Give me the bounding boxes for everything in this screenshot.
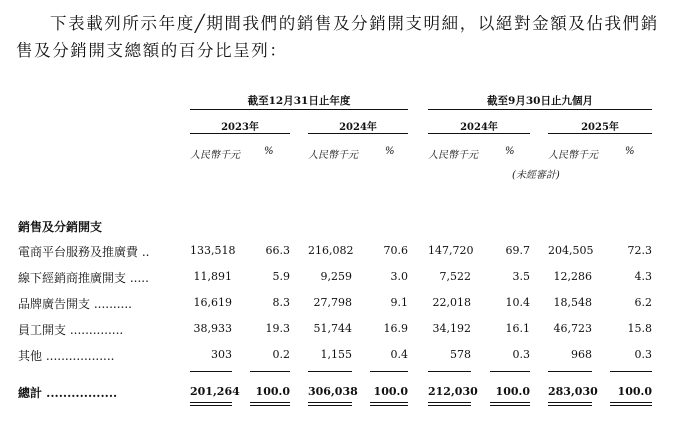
year-rule-2025-9m bbox=[548, 133, 652, 134]
cell-pct-2023: 5.9 bbox=[272, 270, 290, 283]
subtotal-rule-pct-2023 bbox=[250, 371, 290, 372]
cell-amount-2024-fy: 216,082 bbox=[308, 244, 354, 257]
row-label: 線下經銷商推廣開支 ..... bbox=[18, 271, 149, 285]
unit-pct-2025-9m: % bbox=[625, 146, 635, 157]
row-label: 電商平台服務及推廣費 .. bbox=[18, 245, 150, 259]
row-label: 其他 .................. bbox=[18, 349, 115, 363]
year-rule-2024-fy bbox=[308, 133, 408, 134]
cell-pct-2024-fy: 16.9 bbox=[383, 322, 408, 335]
cell-pct-2024-9m: 10.4 bbox=[505, 296, 530, 309]
header-rule-year bbox=[190, 109, 408, 110]
cell-pct-2024-9m: 0.3 bbox=[512, 348, 530, 361]
header-year-2023: 2023年 bbox=[221, 122, 259, 133]
header-group-period: 截至9月30日止九個月 bbox=[487, 95, 593, 107]
cell-amount-2023: 16,619 bbox=[193, 296, 232, 309]
subtotal-rule-amount-2024-fy bbox=[308, 371, 352, 372]
cell-pct-2025-9m: 15.8 bbox=[627, 322, 652, 335]
cell-pct-2024-fy: 70.6 bbox=[383, 244, 408, 257]
cell-amount-2023: 38,933 bbox=[193, 322, 232, 335]
total-double-rule-pct-2024-9m bbox=[490, 402, 530, 406]
header-group-year: 截至12月31日止年度 bbox=[247, 95, 351, 107]
subtotal-rule-amount-2023 bbox=[190, 371, 232, 372]
intro-paragraph: 下表載列所示年度╱期間我們的銷售及分銷開支明細，以絕對金額及佔我們銷售及分銷開支總額的百分比呈列： bbox=[16, 14, 659, 60]
total-amount-2024-9m: 212,030 bbox=[428, 385, 478, 398]
year-rule-2024-9m bbox=[428, 133, 530, 134]
cell-amount-2024-fy: 1,155 bbox=[320, 348, 352, 361]
total-pct-2024-9m: 100.0 bbox=[495, 385, 530, 398]
cell-pct-2023: 0.2 bbox=[272, 348, 290, 361]
header-year-2024-9m: 2024年 bbox=[460, 122, 498, 133]
subtotal-rule-pct-2024-9m bbox=[490, 371, 530, 372]
total-double-rule-amount-2023 bbox=[190, 402, 232, 406]
header-year-2024-fy: 2024年 bbox=[339, 122, 377, 133]
cell-amount-2024-9m: 147,720 bbox=[428, 244, 474, 257]
subtotal-rule-amount-2024-9m bbox=[428, 371, 471, 372]
cell-amount-2024-fy: 51,744 bbox=[313, 322, 352, 335]
total-amount-2025-9m: 283,030 bbox=[548, 385, 598, 398]
row-label: 品牌廣告開支 .......... bbox=[18, 297, 132, 311]
cell-amount-2025-9m: 968 bbox=[571, 348, 592, 361]
row-label: 員工開支 .............. bbox=[18, 323, 124, 337]
unit-pct-2024-9m: % bbox=[505, 146, 515, 157]
cell-amount-2025-9m: 12,286 bbox=[553, 270, 592, 283]
header-year-2025-9m: 2025年 bbox=[581, 122, 619, 133]
cell-pct-2024-fy: 3.0 bbox=[390, 270, 408, 283]
cell-pct-2025-9m: 0.3 bbox=[634, 348, 652, 361]
unaudited-note: (未經審計) bbox=[512, 170, 560, 181]
cell-pct-2024-fy: 0.4 bbox=[390, 348, 408, 361]
cell-pct-2025-9m: 4.3 bbox=[634, 270, 652, 283]
cell-pct-2024-9m: 69.7 bbox=[505, 244, 530, 257]
unit-pct-2024-fy: % bbox=[385, 146, 395, 157]
total-double-rule-amount-2025-9m bbox=[548, 402, 592, 406]
unit-amount-2024-9m: 人民幣千元 bbox=[428, 150, 478, 161]
total-label: 總計 ................. bbox=[18, 386, 118, 400]
unit-pct-2023: % bbox=[264, 146, 274, 157]
total-amount-2024-fy: 306,038 bbox=[308, 385, 358, 398]
header-rule-period bbox=[428, 109, 652, 110]
total-pct-2024-fy: 100.0 bbox=[373, 385, 408, 398]
unit-amount-2024-fy: 人民幣千元 bbox=[308, 150, 358, 161]
cell-amount-2025-9m: 46,723 bbox=[553, 322, 592, 335]
cell-amount-2024-9m: 578 bbox=[450, 348, 471, 361]
cell-pct-2024-9m: 16.1 bbox=[505, 322, 530, 335]
total-pct-2025-9m: 100.0 bbox=[617, 385, 652, 398]
subtotal-rule-pct-2024-fy bbox=[370, 371, 408, 372]
subtotal-rule-amount-2025-9m bbox=[548, 371, 592, 372]
cell-amount-2025-9m: 18,548 bbox=[553, 296, 592, 309]
unit-amount-2023: 人民幣千元 bbox=[190, 150, 240, 161]
cell-amount-2025-9m: 204,505 bbox=[548, 244, 594, 257]
cell-amount-2024-fy: 27,798 bbox=[313, 296, 352, 309]
cell-amount-2023: 11,891 bbox=[193, 270, 232, 283]
cell-pct-2023: 19.3 bbox=[265, 322, 290, 335]
cell-amount-2024-9m: 34,192 bbox=[432, 322, 471, 335]
total-double-rule-amount-2024-fy bbox=[308, 402, 352, 406]
cell-pct-2025-9m: 72.3 bbox=[627, 244, 652, 257]
cell-amount-2023: 133,518 bbox=[190, 244, 236, 257]
cell-pct-2023: 66.3 bbox=[265, 244, 290, 257]
cell-pct-2023: 8.3 bbox=[272, 296, 290, 309]
total-double-rule-amount-2024-9m bbox=[428, 402, 471, 406]
cell-amount-2023: 303 bbox=[211, 348, 232, 361]
unit-amount-2025-9m: 人民幣千元 bbox=[548, 150, 598, 161]
cell-amount-2024-fy: 9,259 bbox=[320, 270, 352, 283]
total-double-rule-pct-2024-fy bbox=[370, 402, 408, 406]
year-rule-2023 bbox=[190, 133, 290, 134]
section-title: 銷售及分銷開支 bbox=[18, 220, 103, 234]
total-double-rule-pct-2025-9m bbox=[610, 402, 652, 406]
cell-pct-2024-fy: 9.1 bbox=[390, 296, 408, 309]
cell-pct-2024-9m: 3.5 bbox=[512, 270, 530, 283]
total-pct-2023: 100.0 bbox=[255, 385, 290, 398]
cell-pct-2025-9m: 6.2 bbox=[634, 296, 652, 309]
subtotal-rule-pct-2025-9m bbox=[610, 371, 652, 372]
total-amount-2023: 201,264 bbox=[190, 385, 240, 398]
total-double-rule-pct-2023 bbox=[250, 402, 290, 406]
cell-amount-2024-9m: 7,522 bbox=[439, 270, 471, 283]
cell-amount-2024-9m: 22,018 bbox=[432, 296, 471, 309]
